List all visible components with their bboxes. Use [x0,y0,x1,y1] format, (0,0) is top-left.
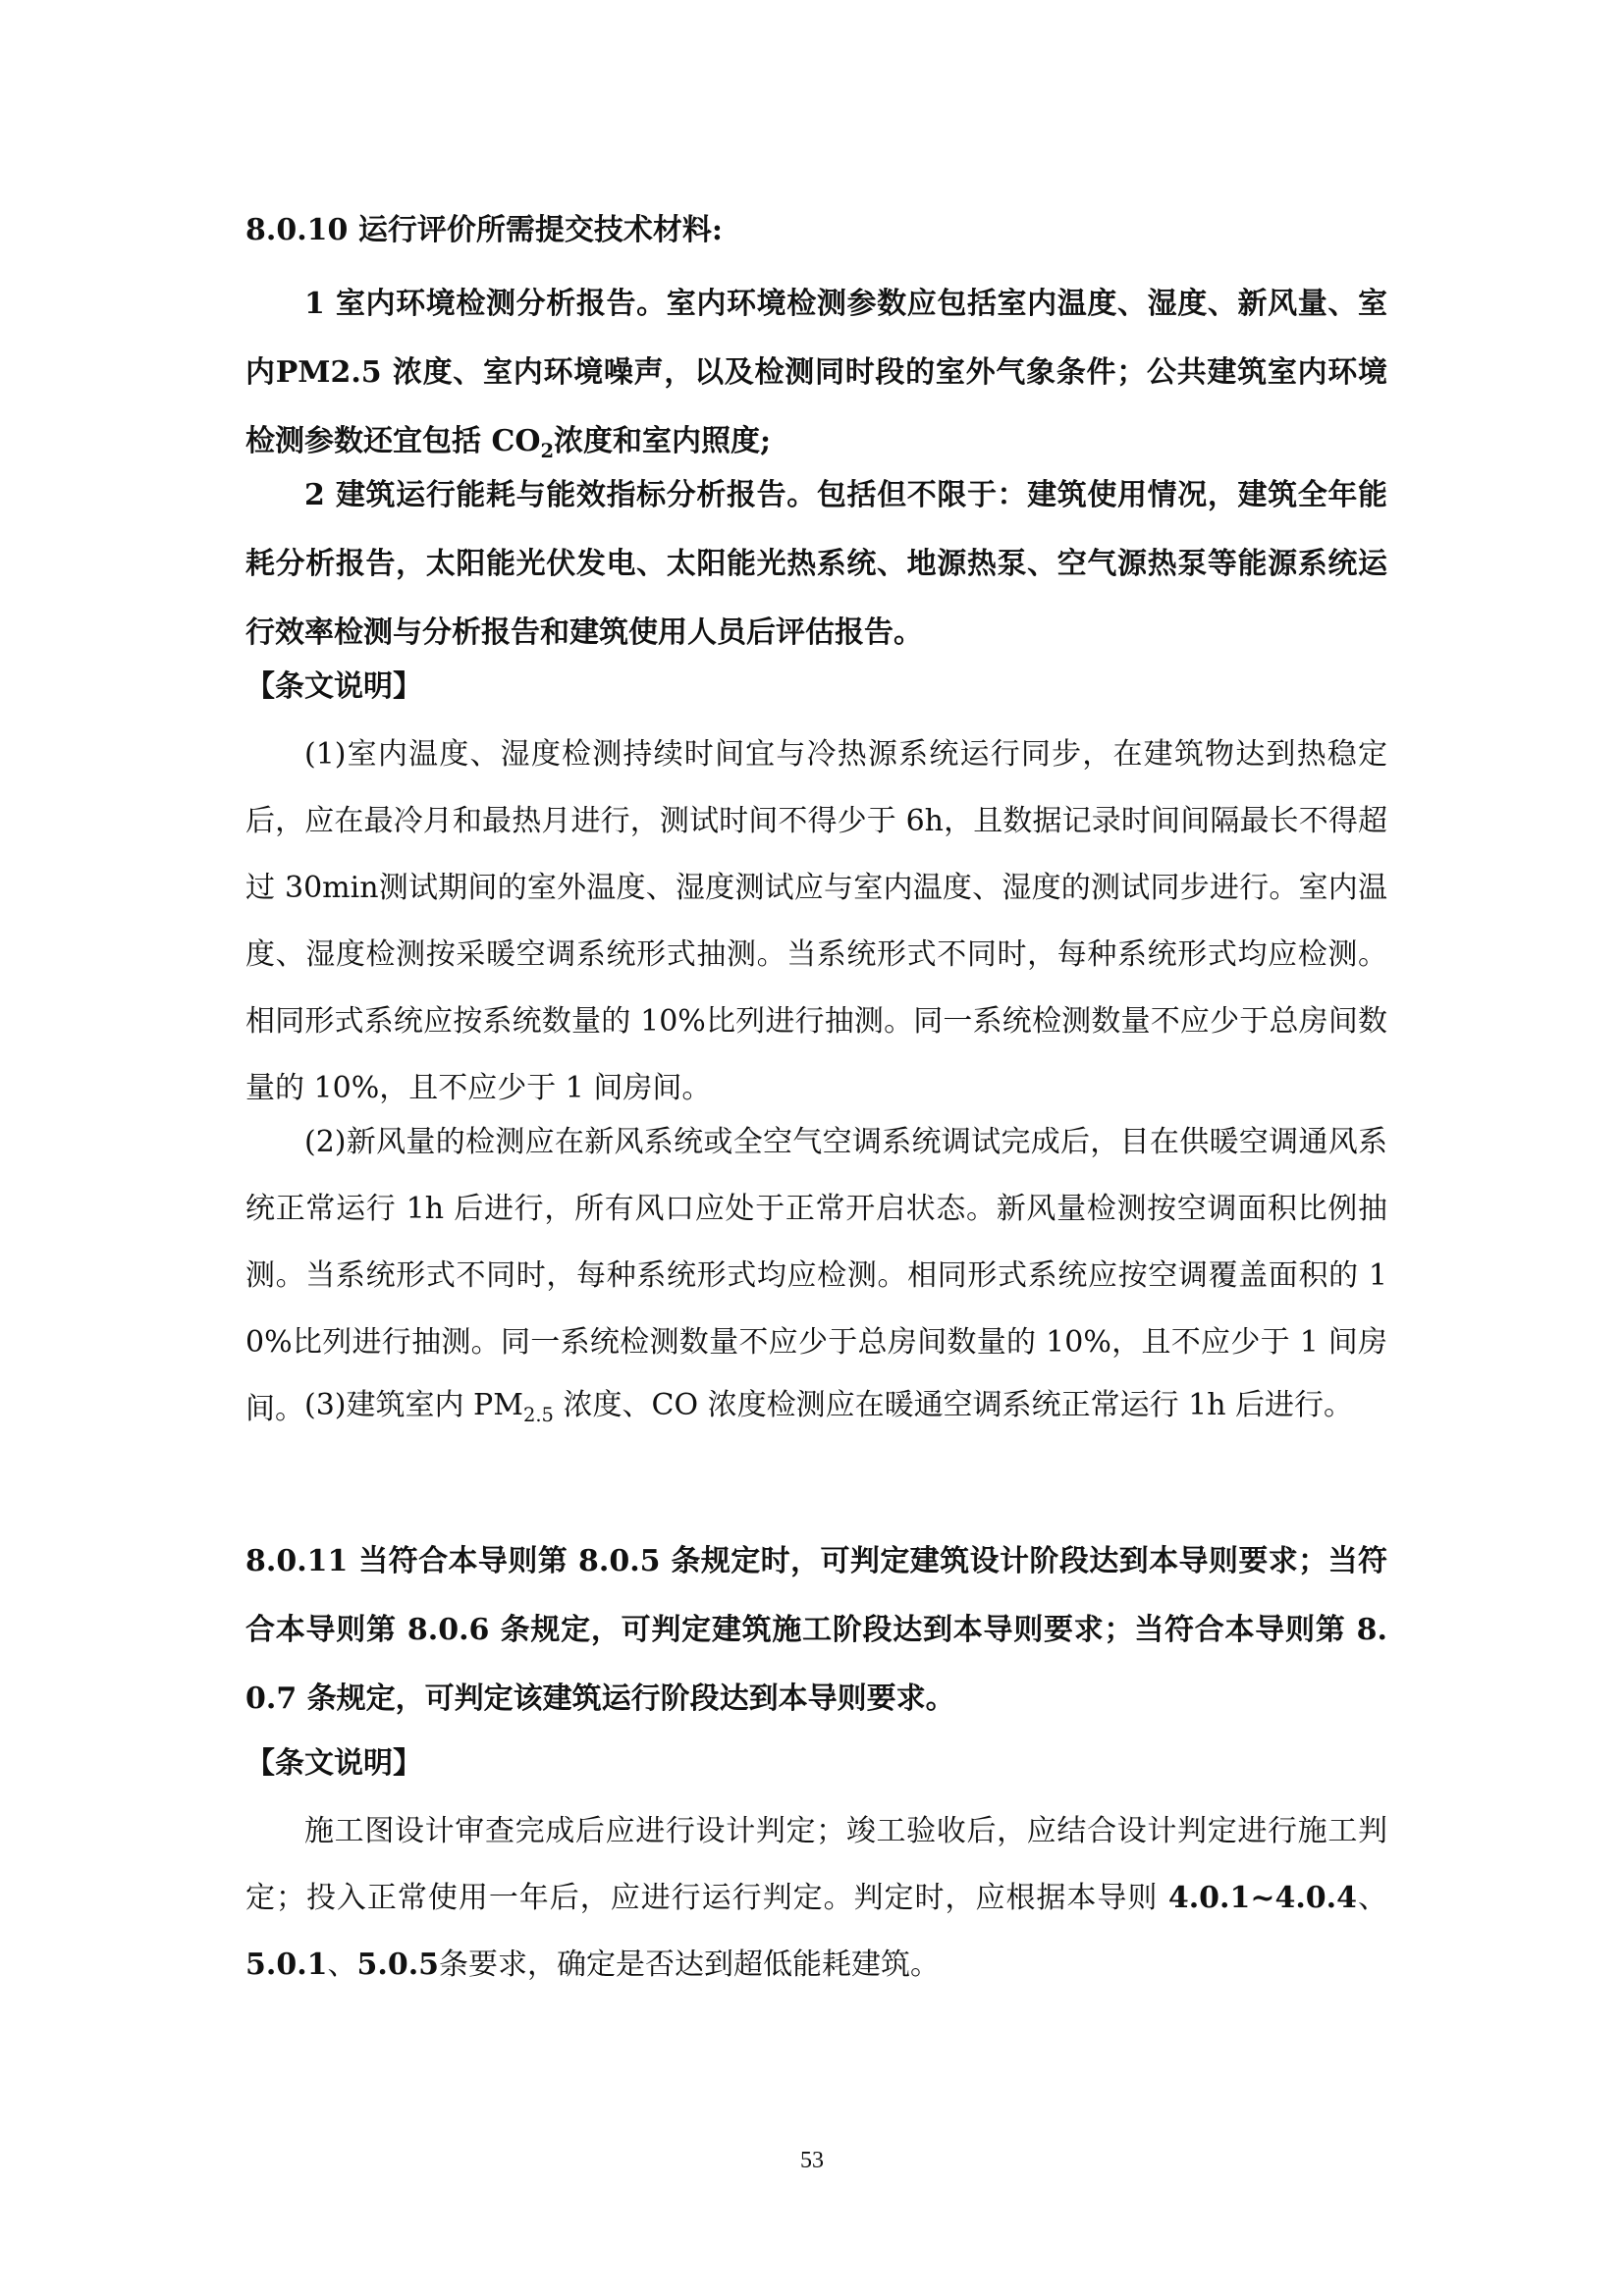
note-label-2: 【条文说明】 [245,1746,422,1781]
section-8-0-10-heading: 8.0.10 运行评价所需提交技术材料: [245,213,723,247]
note-text-part-1: 施工图设计审查完成后应进行设计判定；竣工验收后，应结合设计判定进行施工判定；投入正常使用一年后，应进行运行判定。判定时，应根据本导则 [245,1814,1387,1915]
co2-subscript: 2 [540,440,555,462]
note-text-separator-2: 、 [327,1948,357,1982]
note-paragraph-1: (1)室内温度、湿度检测持续时间宜与冷热源系统运行同步，在建筑物达到热稳定后，应在最冷月和最热月进行，测试时间不得少于 6h，且数据记录时间间隔最长不得超过 30min测试期间的室外温度、湿度测试应与室内温度、湿度的测试同步进行。室内温度、湿度检测按采暖空调系统形式抽测。当系统形式不同时，每种系统形式均应检测。相同形式系统应按系统数量的 10%比列进行抽测。同一系统检测数量不应少于总房间数量的 10%，且不应少于 1 间房间。 [245,737,1387,1105]
clause-ref-3: 5.0.5 [356,1948,440,1982]
note-paragraph-8-0-11 [245,1798,1387,1999]
item-1-text-end: 浓度和室内照度; [554,424,772,458]
section-8-0-10-item-1 [245,270,1387,476]
clause-range-1: 4.0.1~4.0.4 [1167,1881,1358,1915]
note-text-part-4: 条要求，确定是否达到超低能耗建筑。 [439,1948,941,1982]
pm25-subscript: 2.5 [522,1404,554,1426]
section-8-0-11-heading: 8.0.11 当符合本导则第 8.0.5 条规定时，可判定建筑设计阶段达到本导则要求；当符合本导则第 8.0.6 条规定，可判定建筑施工阶段达到本导则要求；当符合本导则第 8.0.7 条规定，可判定该建筑运行阶段达到本导则要求。 [245,1544,1387,1716]
note-3-text-end: 浓度、CO 浓度检测应在暖通空调系统正常运行 1h 后进行。 [553,1388,1354,1422]
page-number: 53 [800,2148,824,2173]
note-label-1: 【条文说明】 [245,669,422,704]
note-paragraph-3 [245,1372,1387,1439]
note-paragraph-2: (2)新风量的检测应在新风系统或全空气空调系统调试完成后，目在供暖空调通风系统正常运行 1h 后进行，所有风口应处于正常开启状态。新风量检测按空调面积比例抽测。当系统形式不同时，每种系统形式均应检测。相同形式系统应按空调覆盖面积的 10%比列进行抽测。同一系统检测数量不应少于总房间数量的 10%，且不应少于 1 间房间。 [245,1125,1387,1426]
section-8-0-10-item-2: 2 建筑运行能耗与能效指标分析报告。包括但不限于：建筑使用情况，建筑全年能耗分析报告，太阳能光伏发电、太阳能光热系统、地源热泵、空气源热泵等能源系统运行效率检测与分析报告和建筑使用人员后评估报告。 [245,478,1387,650]
note-3-text: (3)建筑室内 PM [304,1388,523,1422]
clause-ref-2: 5.0.1 [245,1948,328,1982]
note-text-separator-1: 、 [1357,1881,1387,1915]
item-1-text: 1 室内环境检测分析报告。室内环境检测参数应包括室内温度、湿度、新风量、室内PM2.5 浓度、室内环境噪声，以及检测同时段的室外气象条件；公共建筑室内环境检测参数还宜包括 CO [245,287,1387,458]
